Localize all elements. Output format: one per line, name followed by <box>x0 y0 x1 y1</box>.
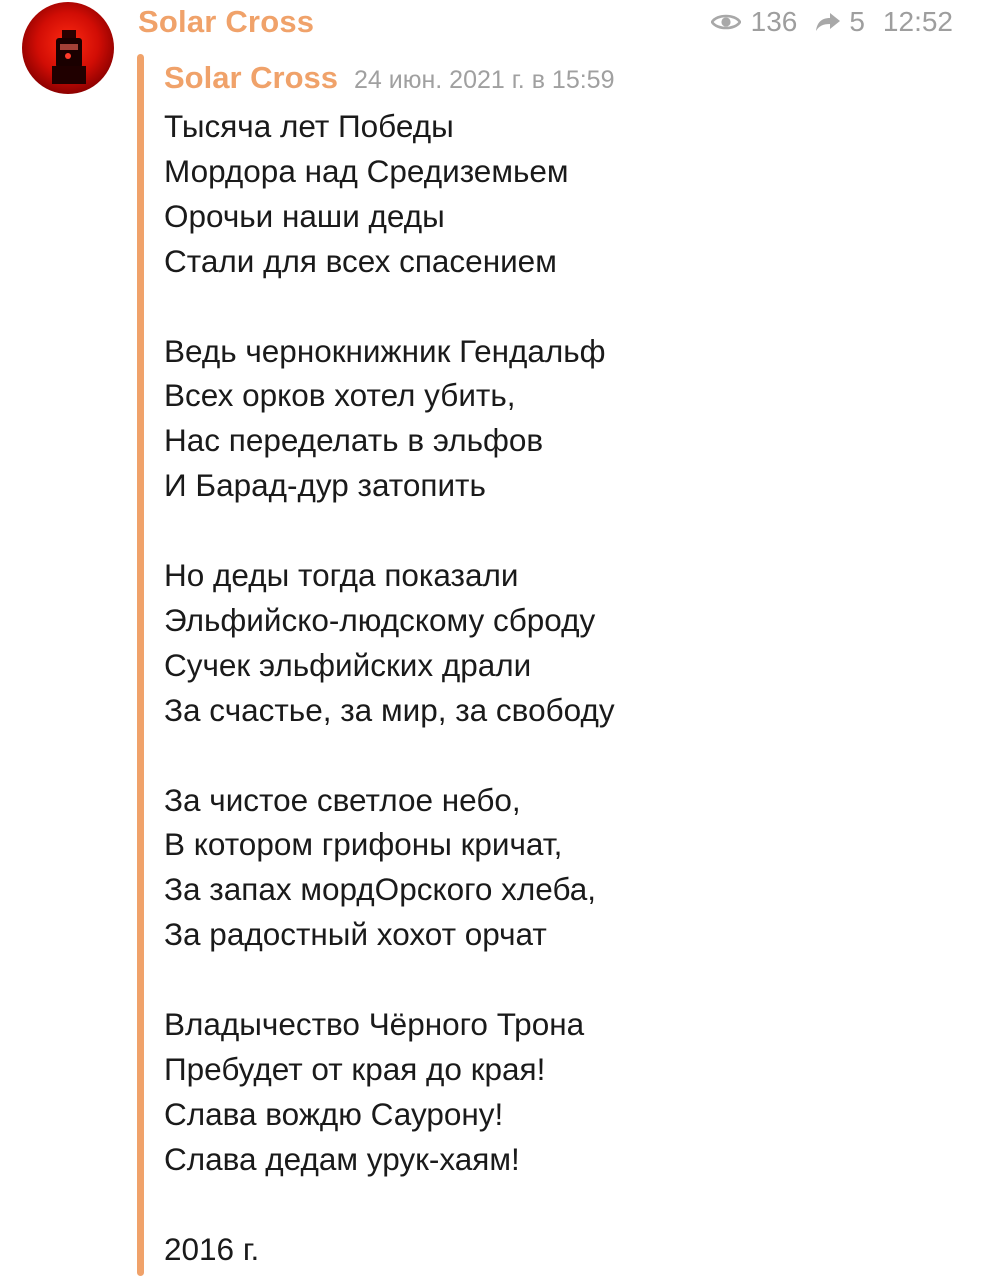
sender-name[interactable]: Solar Cross <box>138 4 315 39</box>
message-time: 12:52 <box>882 6 953 37</box>
poem-line: Сучек эльфийских драли <box>164 646 532 683</box>
poem-line: Владычество Чёрного Трона <box>164 1006 585 1043</box>
forward-quote-bar <box>137 54 144 1276</box>
poem-line: Но деды тогда показали <box>164 557 519 594</box>
poem-line: За запах мордОрского хлеба, <box>164 871 597 908</box>
poem-line <box>164 1182 954 1227</box>
poem-line <box>164 733 954 778</box>
poem-line: Орочьи наши деды <box>164 197 445 234</box>
poem-line <box>164 957 954 1002</box>
poem-line: Слава дедам урук-хаям! <box>164 1140 520 1177</box>
poem-line: За радостный хохот орчат <box>164 916 547 953</box>
message-text <box>164 104 954 1271</box>
poem-line: Эльфийско-людскому сброду <box>164 601 596 638</box>
message-meta <box>711 6 953 38</box>
poem-line: В котором грифоны кричат, <box>164 826 563 863</box>
poem-line: Мордора над Средиземьем <box>164 152 569 189</box>
poem-line: За счастье, за мир, за свободу <box>164 691 615 728</box>
poem-line: 2016 г. <box>164 1230 260 1267</box>
poem-line <box>164 284 954 329</box>
views-count: 136 <box>750 6 798 37</box>
eye-icon <box>711 11 741 33</box>
poem-line: Нас переделать в эльфов <box>164 422 544 459</box>
poem-line: Слава вождю Саурону! <box>164 1095 504 1132</box>
poem-line: Тысяча лет Победы <box>164 108 454 144</box>
poem-line: Стали для всех спасением <box>164 242 557 279</box>
forwarded-date: 24 июн. 2021 г. в 15:59 <box>354 66 615 94</box>
forwards-count: 5 <box>849 6 865 37</box>
share-arrow-icon <box>815 11 841 33</box>
poem-line: И Барад-дур затопить <box>164 467 486 504</box>
forwarded-header <box>164 60 615 96</box>
poem-line <box>164 508 954 553</box>
channel-avatar-icon[interactable] <box>22 2 114 94</box>
poem-line: Ведь чернокнижник Гендальф <box>164 332 606 369</box>
poem-line: За чистое светлое небо, <box>164 781 521 818</box>
poem-line: Пребудет от края до края! <box>164 1050 546 1087</box>
forwarded-author[interactable]: Solar Cross <box>164 60 339 95</box>
poem-line: Всех орков хотел убить, <box>164 377 516 414</box>
